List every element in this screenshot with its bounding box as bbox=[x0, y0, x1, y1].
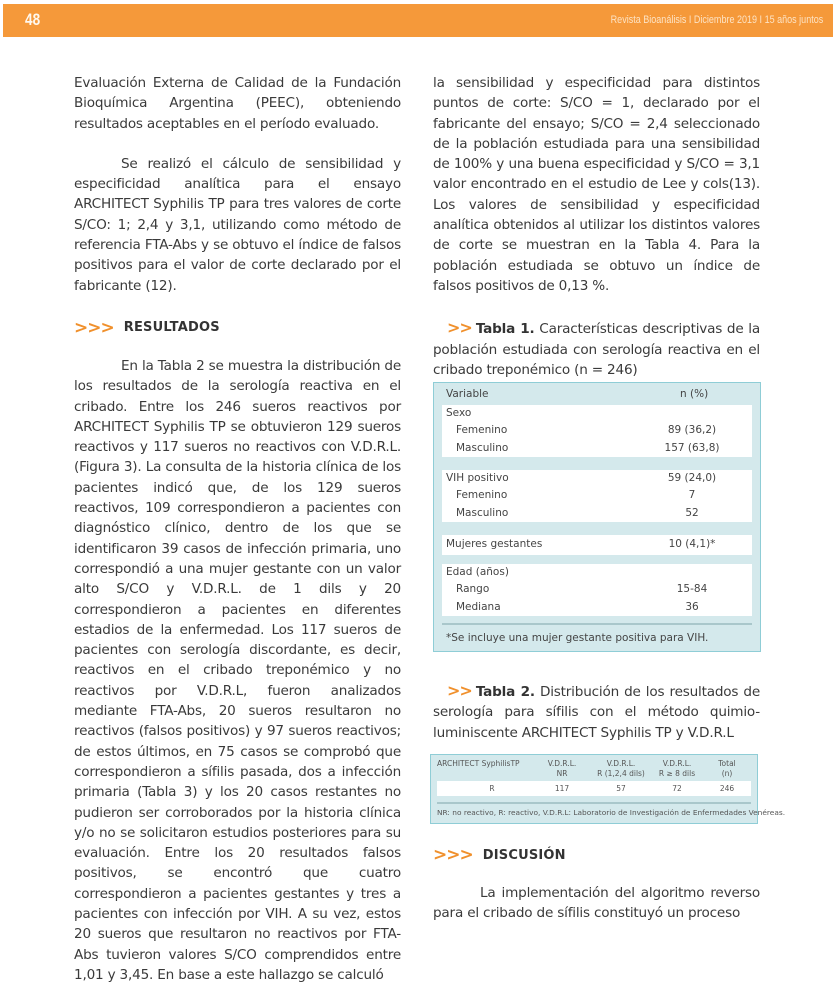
table-cell: 246 bbox=[719, 784, 735, 793]
column-header bbox=[707, 759, 747, 779]
row-value: 36 bbox=[685, 600, 699, 613]
header-line: R (1,2,4 dils) bbox=[597, 769, 645, 778]
column-header: Variable bbox=[446, 388, 489, 400]
table-label: Tabla 1. bbox=[475, 321, 535, 338]
header-line: V.D.R.L. bbox=[547, 759, 577, 768]
table-row bbox=[442, 535, 752, 555]
table-row bbox=[442, 487, 752, 504]
header-line: V.D.R.L. bbox=[606, 759, 636, 768]
paragraph: la sensibilidad y especificidad para distintos puntos de corte: S/CO = 1, declarado por el fabricante del ensayo; S/CO = 2,4 seleccionado de la población estudiada para una sensibilidad de 100% y una buena especificidad y S/CO = 3,1 valor encontrado en el estudio de Lee y cols(13). Los valores de sensibilidad y especificidad analítica obtenidos al utilizar los distintos valores de corte se muestran en la Tabla 4. Para la población estudiada se obtuvo un índice de falsos positivos de 0,13 %. bbox=[433, 75, 760, 294]
row-label: Femenino bbox=[456, 424, 508, 437]
table-row bbox=[437, 781, 751, 796]
row-value: 52 bbox=[685, 506, 699, 519]
row-label: Mediana bbox=[456, 600, 501, 613]
column-header bbox=[437, 759, 520, 769]
section-heading-discussion bbox=[433, 845, 760, 865]
row-value: 15-84 bbox=[676, 583, 708, 596]
table-group-pregnant bbox=[442, 535, 752, 555]
table1-caption bbox=[433, 318, 760, 380]
chevrons-icon: >>> bbox=[433, 845, 473, 865]
row-label: Rango bbox=[456, 583, 490, 596]
table-row bbox=[442, 440, 752, 457]
journal-title: Revista Bioanálisis I Diciembre 2019 I 15 años juntos bbox=[610, 14, 823, 26]
header-line: R ≥ 8 dils bbox=[658, 769, 696, 778]
row-value: 59 (24,0) bbox=[667, 472, 717, 484]
column-header bbox=[586, 759, 656, 779]
caption-text: Distribución de los resultados de serología para sífilis con el método quimio-luminiscente ARCHITECT Syphilis TP y V.D.R.L bbox=[433, 684, 761, 741]
paragraph: La implementación del algoritmo reverso para el cribado de sífilis constituyó un proceso bbox=[433, 885, 760, 922]
table-footnote: NR: no reactivo, R: reactivo, V.D.R.L: Laboratorio de Investigación de Enfermedades Venéreas. bbox=[437, 808, 786, 817]
section-title: RESULTADOS bbox=[123, 320, 220, 336]
row-value: 89 (36,2) bbox=[667, 424, 717, 437]
divider bbox=[437, 802, 751, 804]
row-value: 7 bbox=[688, 489, 696, 502]
header-line: ARCHITECT SyphilisTP bbox=[437, 759, 520, 768]
table-row bbox=[442, 505, 752, 522]
row-value: 157 (63,8) bbox=[664, 441, 720, 454]
table-footnote: *Se incluye una mujer gestante positiva para VIH. bbox=[446, 632, 709, 644]
table-row bbox=[442, 581, 752, 598]
column-header bbox=[537, 759, 587, 779]
row-label: Sexo bbox=[446, 407, 472, 419]
table-cell: 117 bbox=[554, 784, 570, 793]
paragraph: Evaluación Externa de Calidad de la Fundación Bioquímica Argentina (PEEC), obteniendo resultados aceptables en el período evaluado. bbox=[74, 75, 401, 132]
chevrons-icon: >> bbox=[447, 681, 472, 700]
row-label: Masculino bbox=[456, 506, 509, 519]
table2-caption-block bbox=[433, 681, 760, 743]
table-row bbox=[442, 599, 752, 616]
table-row bbox=[442, 405, 752, 422]
row-label: Masculino bbox=[456, 441, 509, 454]
row-label: Femenino bbox=[456, 489, 508, 502]
table-cell: 57 bbox=[616, 784, 626, 793]
row-label: VIH positivo bbox=[446, 472, 509, 484]
table-label: Tabla 2. bbox=[475, 684, 535, 700]
table-cell: 72 bbox=[672, 784, 682, 793]
header-line: NR bbox=[556, 769, 568, 778]
table-row bbox=[442, 564, 752, 581]
right-column bbox=[433, 73, 760, 380]
chevrons-icon: >>> bbox=[74, 317, 114, 338]
row-label: Mujeres gestantes bbox=[446, 538, 543, 550]
column-header bbox=[647, 759, 707, 779]
header-line: V.D.R.L. bbox=[662, 759, 692, 768]
page-number: 48 bbox=[25, 10, 41, 29]
caption-text: Características descriptivas de la población estudiada con serología reactiva en el cribado treponémico (n = 246) bbox=[433, 321, 761, 378]
left-column bbox=[74, 73, 401, 985]
header-line: Total bbox=[718, 759, 736, 768]
divider bbox=[442, 623, 752, 625]
page-header-bar bbox=[3, 4, 833, 37]
table-row bbox=[442, 422, 752, 439]
table2-caption bbox=[433, 681, 760, 743]
row-value: 10 (4,1)* bbox=[668, 538, 716, 550]
table-group-sex bbox=[442, 405, 752, 457]
chevrons-icon: >> bbox=[447, 318, 472, 338]
section-title: DISCUSIÓN bbox=[482, 847, 566, 863]
table-2 bbox=[430, 754, 786, 824]
table-group-hiv bbox=[442, 470, 752, 522]
table-1 bbox=[433, 382, 761, 652]
row-label: Edad (años) bbox=[446, 566, 509, 578]
table-cell: R bbox=[489, 784, 495, 793]
paragraph: En la Tabla 2 se muestra la distribución de los resultados de la serología reactiva en el cribado. Entre los 246 sueros reactivos por ARCHITECT Syphilis TP se obtuvieron 129 sueros reactivos y 117 sueros no reactivos con V.D.R.L. (Figura 3). La consulta de la historia clínica de los pacientes indicó que, de los 129 sueros reactivos, 109 correspondieron a pacientes con diagnóstico clínico, dentro de los que se identificaron 39 casos de infección primaria, uno correspondió a una mujer gestante con un valor alto S/CO y V.D.R.L. de 1 dils y 20 correspondieron a pacientes en diferentes estadios de la enfermedad. Los 117 sueros de pacientes con serología discordante, es decir, reactivos en el cribado treponémico y no reactivos por V.D.R.L, fueron analizados mediante FTA-Abs, 20 sueros resultaron no reactivos (falsos positivos) y 97 sueros reactivos; de estos últimos, en 75 casos se comprobó que correspondieron a sífilis pasada, dos a infección primaria (Tabla 3) y los 20 casos restantes no pudieron ser corroborados por la historia clínica y/o no se solicitaron estudios posteriores para su evaluación. Entre los 20 resultados falsos positivos, se encontró que cuatro correspondieron a pacientes gestantes y tres a pacientes con infección por VIH. A su vez, estos 20 sueros que resultaron no reactivos por FTA-Abs tuvieron valores S/CO comprendidos entre 1,01 y 3,45. En base a este hallazgo se calculó bbox=[74, 357, 401, 983]
table-group-age bbox=[442, 564, 752, 616]
table-header bbox=[446, 388, 748, 404]
table-row bbox=[442, 470, 752, 487]
paragraph: Se realizó el cálculo de sensibilidad y especificidad analítica para el ensayo ARCHITECT Syphilis TP para tres valores de corte S/CO: 1; 2,4 y 3,1, utilizando como método de referencia FTA-Abs y se obtuvo el índice de falsos positivos para el valor de corte declarado por el fabricante (12). bbox=[74, 155, 401, 294]
header-line: (n) bbox=[721, 769, 733, 778]
discussion-block bbox=[433, 845, 760, 924]
column-header: n (%) bbox=[680, 388, 709, 400]
section-heading-results bbox=[74, 318, 401, 338]
